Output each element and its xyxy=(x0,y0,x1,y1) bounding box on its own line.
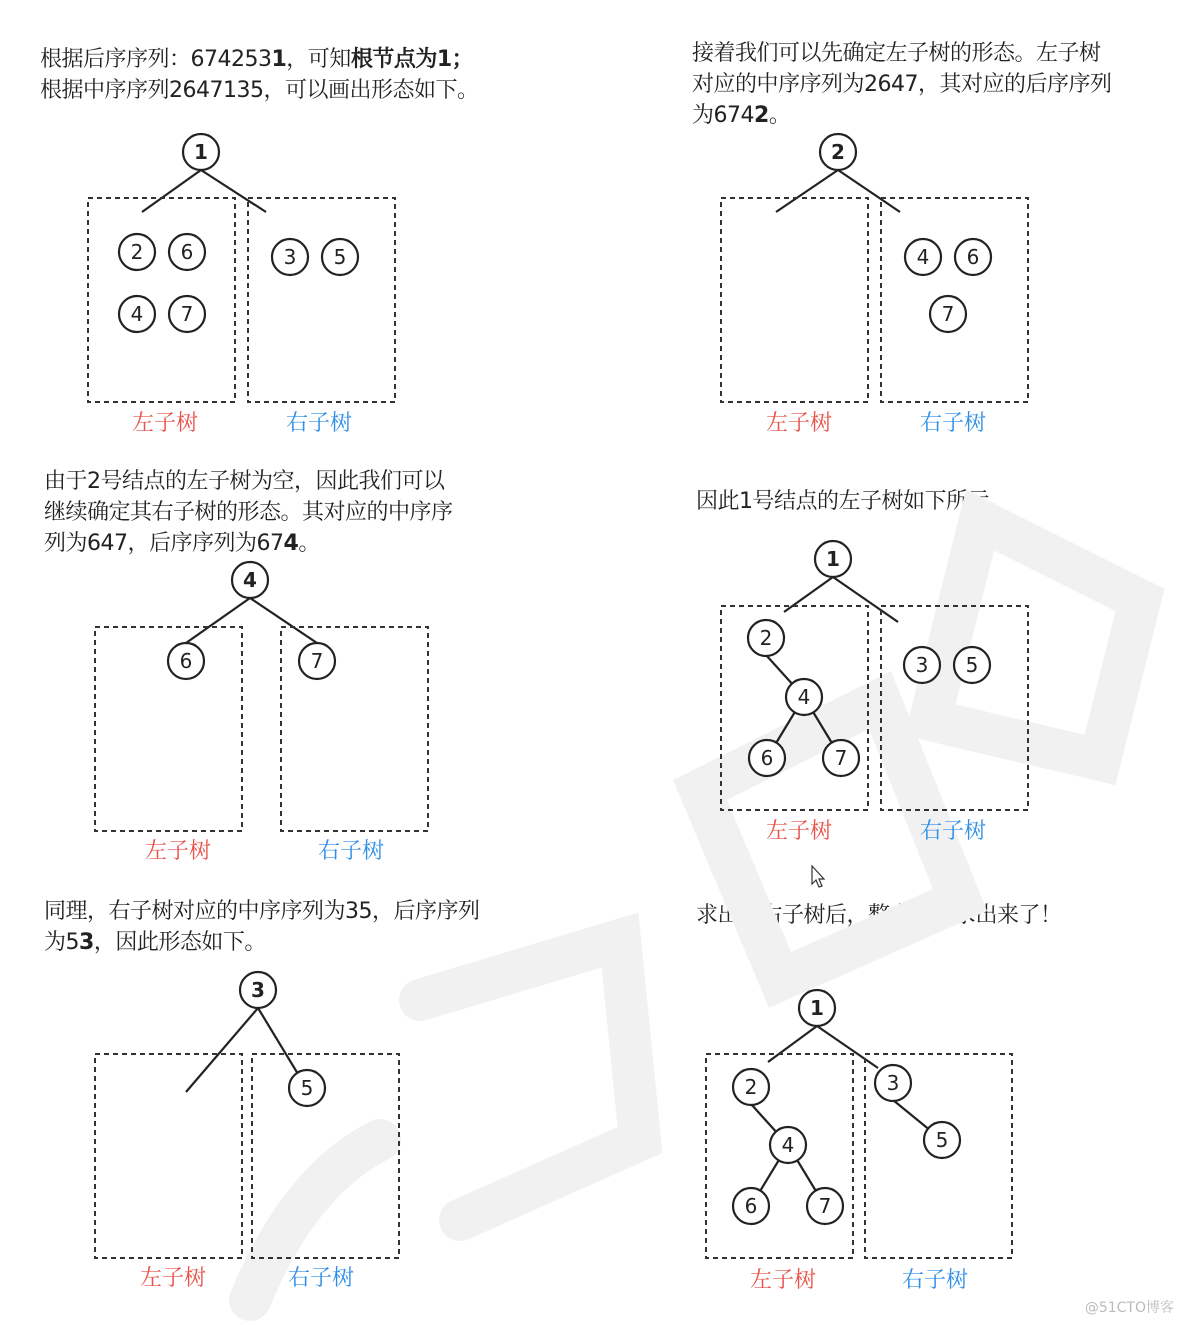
svg-text:5: 5 xyxy=(965,653,979,677)
caption-bold: 2 xyxy=(754,103,769,128)
mouse-cursor-icon xyxy=(812,866,824,887)
left-subtree-box xyxy=(88,198,235,402)
node-4 xyxy=(770,1127,806,1163)
node-4 xyxy=(119,296,155,332)
svg-text:7: 7 xyxy=(310,649,324,673)
svg-text:2: 2 xyxy=(759,626,773,650)
node-5 xyxy=(322,239,358,275)
node-7 xyxy=(930,296,966,332)
node-3 xyxy=(875,1065,911,1101)
svg-text:6: 6 xyxy=(179,649,193,673)
node-5 xyxy=(289,1070,325,1106)
caption-text: 。 xyxy=(768,103,791,128)
node-7 xyxy=(169,296,205,332)
node-7 xyxy=(807,1188,843,1224)
node-2 xyxy=(748,620,784,656)
edge xyxy=(250,598,317,643)
edge xyxy=(784,577,833,612)
right-subtree-label: 右子树 xyxy=(902,1268,969,1293)
node-1 xyxy=(183,134,219,170)
caption-text: 接着我们可以先确定左子树的形态。左子树 xyxy=(692,41,1101,66)
edge xyxy=(817,1026,878,1068)
node-3 xyxy=(272,239,308,275)
edge xyxy=(768,1026,817,1062)
edge xyxy=(776,170,838,212)
caption-text: 由于2号结点的左子树为空，因此我们可以 xyxy=(44,469,445,494)
svg-text:2: 2 xyxy=(744,1075,758,1099)
caption-text: 为5 xyxy=(44,930,79,955)
caption-bold: 4 xyxy=(283,531,299,556)
svg-text:2: 2 xyxy=(831,140,845,164)
caption-bold: 3 xyxy=(79,930,94,955)
edge xyxy=(258,1008,298,1074)
node-2 xyxy=(119,234,155,270)
svg-text:4: 4 xyxy=(130,302,144,326)
node-6 xyxy=(749,740,785,776)
node-2 xyxy=(733,1069,769,1105)
caption-text: 列为647，后序序列为67 xyxy=(44,531,284,556)
node-4 xyxy=(905,239,941,275)
right-subtree-label: 右子树 xyxy=(288,1266,355,1291)
edge xyxy=(201,170,266,212)
node-7 xyxy=(299,643,335,679)
svg-text:4: 4 xyxy=(916,245,930,269)
panel1-diagram xyxy=(88,134,395,436)
node-6 xyxy=(169,234,205,270)
node-4 xyxy=(232,562,268,598)
edge xyxy=(186,1008,258,1092)
svg-text:3: 3 xyxy=(915,653,929,677)
node-3 xyxy=(904,647,940,683)
caption-text: 求出左右子树后，整个树就求出来了！ xyxy=(696,903,1062,928)
node-5 xyxy=(954,647,990,683)
node-6 xyxy=(955,239,991,275)
caption-text: 根据后序序列：674253 xyxy=(40,47,272,72)
panel2-diagram xyxy=(721,134,1028,436)
left-subtree-box xyxy=(95,1054,242,1258)
svg-text:3: 3 xyxy=(251,978,265,1002)
svg-text:6: 6 xyxy=(180,240,194,264)
svg-text:1: 1 xyxy=(194,140,208,164)
node-6 xyxy=(733,1188,769,1224)
left-subtree-box xyxy=(721,198,868,402)
left-subtree-label: 左子树 xyxy=(140,1266,207,1291)
node-6 xyxy=(168,643,204,679)
svg-text:3: 3 xyxy=(886,1071,900,1095)
left-subtree-label: 左子树 xyxy=(766,819,833,844)
right-subtree-box xyxy=(248,198,395,402)
caption-bold: 根节点为1； xyxy=(350,47,474,72)
node-4 xyxy=(786,679,822,715)
caption-text: 继续确定其右子树的形态。其对应的中序序 xyxy=(44,500,453,525)
left-subtree-label: 左子树 xyxy=(766,411,833,436)
left-subtree-label: 左子树 xyxy=(132,411,199,436)
caption-text: 根据中序序列2647135，可以画出形态如下。 xyxy=(40,78,479,103)
caption-text: 因此1号结点的左子树如下所示。 xyxy=(696,489,1011,514)
svg-text:5: 5 xyxy=(300,1076,314,1100)
left-subtree-label: 左子树 xyxy=(145,839,212,864)
edge xyxy=(833,577,898,622)
svg-text:1: 1 xyxy=(810,996,824,1020)
node-3 xyxy=(240,972,276,1008)
background-watermark xyxy=(250,520,1140,1300)
svg-text:3: 3 xyxy=(283,245,297,269)
svg-text:5: 5 xyxy=(935,1128,949,1152)
svg-text:7: 7 xyxy=(834,746,848,770)
caption-text: ，因此形态如下。 xyxy=(93,930,266,955)
right-subtree-label: 右子树 xyxy=(920,411,987,436)
svg-text:7: 7 xyxy=(180,302,194,326)
svg-text:6: 6 xyxy=(760,746,774,770)
caption-text: 对应的中序序列为2647，其对应的后序序列 xyxy=(692,72,1112,97)
caption-text: 。 xyxy=(298,531,320,556)
svg-text:5: 5 xyxy=(333,245,347,269)
caption-text: 为674 xyxy=(692,103,754,128)
panel6-diagram xyxy=(706,990,1012,1293)
svg-text:2: 2 xyxy=(130,240,144,264)
panel3-diagram xyxy=(95,562,428,864)
node-2 xyxy=(820,134,856,170)
svg-text:4: 4 xyxy=(781,1133,795,1157)
right-subtree-label: 右子树 xyxy=(318,839,385,864)
left-subtree-label: 左子树 xyxy=(750,1268,817,1293)
site-watermark: @51CTO博客 xyxy=(1084,1300,1174,1316)
node-7 xyxy=(823,740,859,776)
caption-bold: 1 xyxy=(271,47,287,72)
right-subtree-label: 右子树 xyxy=(286,411,353,436)
svg-text:4: 4 xyxy=(797,685,811,709)
caption-text: 同理，右子树对应的中序序列为35，后序序列 xyxy=(44,899,480,924)
svg-text:1: 1 xyxy=(826,547,840,571)
node-1 xyxy=(799,990,835,1026)
edge xyxy=(186,598,250,643)
node-1 xyxy=(815,541,851,577)
svg-text:6: 6 xyxy=(966,245,980,269)
node-5 xyxy=(924,1122,960,1158)
edge xyxy=(142,170,201,212)
right-subtree-label: 右子树 xyxy=(920,819,987,844)
svg-text:4: 4 xyxy=(243,568,257,592)
caption-text: ，可知 xyxy=(286,47,351,72)
svg-text:7: 7 xyxy=(941,302,955,326)
svg-text:7: 7 xyxy=(818,1194,832,1218)
svg-text:6: 6 xyxy=(744,1194,758,1218)
